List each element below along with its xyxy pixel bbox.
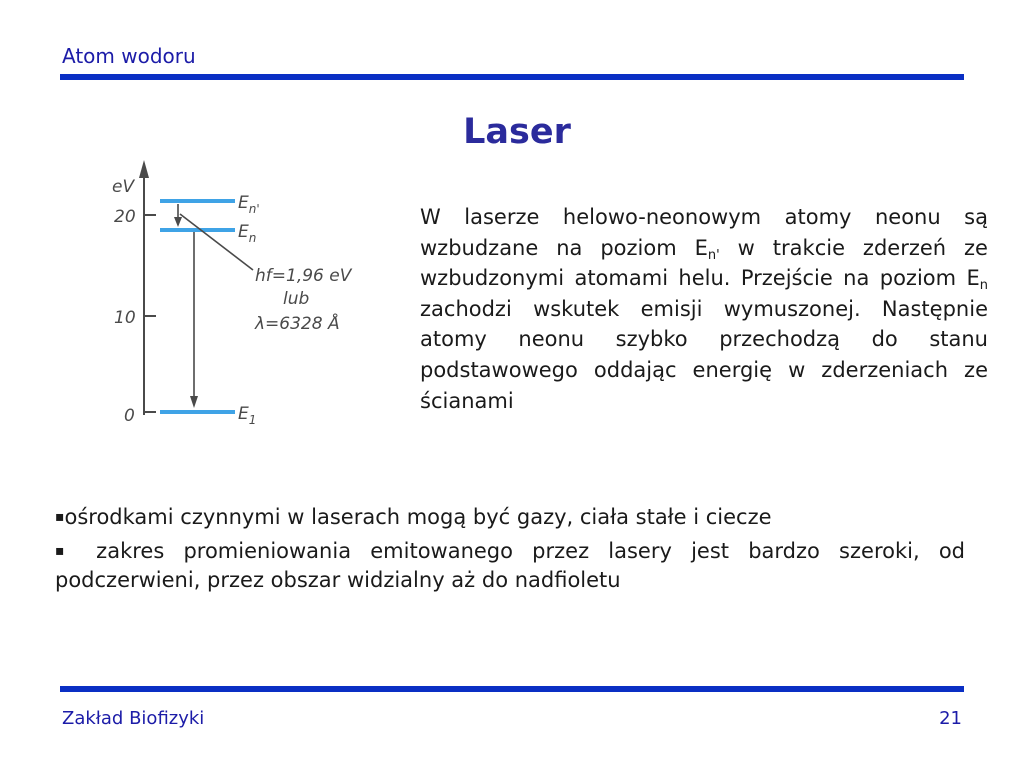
bullet-icon: ▪ (55, 543, 77, 559)
bullet-item: ▪ośrodkami czynnymi w laserach mogą być gazy, ciała stałe i ciecze (55, 505, 772, 529)
footer-label: Zakład Biofizyki (62, 708, 205, 729)
page-number: 21 (939, 708, 962, 729)
level-label-e1: $E_1$ (238, 404, 257, 427)
subscript-n-prime: n' (707, 247, 720, 263)
slide-title: Laser (463, 112, 571, 152)
level-label-en: $E_n$ (238, 222, 257, 245)
tick-label-0: 0 (124, 406, 135, 426)
transition-arrow-head-2 (190, 396, 198, 408)
subscript-n: n (979, 278, 988, 294)
energy-level-diagram (100, 150, 380, 440)
annotation-wavelength: λ=6328 Å (255, 314, 340, 334)
footer-rule (60, 686, 964, 692)
bullet-icon: ▪ (55, 509, 65, 525)
header-rule (60, 74, 964, 80)
tick-label-10: 10 (114, 308, 136, 328)
header-title: Atom wodoru (62, 44, 196, 68)
bullet-item: ▪ zakres promieniowania emitowanego przez lasery jest bardzo szeroki, od podczerwieni, przez obszar widzialny aż do nadfioletu (55, 539, 965, 592)
tick-label-20: 20 (114, 207, 136, 227)
bullet-list (55, 503, 965, 595)
description-text: W laserze helowo-neonowym atomy neonu są wzbudzane na poziom $E_{n'}$ w trakcie zderzeń ze wzbudzonymi atomami helu. Przejście na poziom $E_n$ zachodzi wskutek emisji wymuszonej. Następnie atomy neonu szybko przechodzą do stanu podstawowego oddając energię w zderzeniach ze ścianami (420, 205, 988, 413)
annotation-energy: hf=1,96 eV (255, 266, 352, 286)
annotation-or: lub (283, 289, 310, 309)
level-label-en-prime: $E_{n'}$ (238, 193, 260, 216)
energy-axis-arrow (139, 160, 149, 178)
axis-unit-label: eV (112, 177, 135, 197)
transition-arrow-head-1 (174, 217, 182, 227)
